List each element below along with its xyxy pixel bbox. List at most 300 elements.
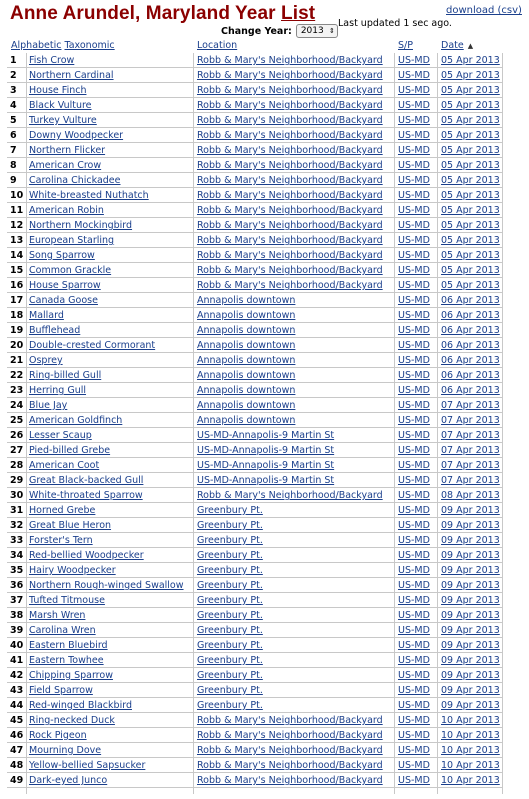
date-link[interactable]: 09 Apr 2013 — [441, 580, 500, 591]
table-row — [7, 638, 502, 653]
species-link[interactable]: Song Sparrow — [29, 250, 95, 261]
date-link[interactable]: 07 Apr 2013 — [441, 460, 500, 471]
species-link[interactable]: Chipping Sparrow — [29, 670, 113, 681]
location-link[interactable]: Robb & Mary's Neighborhood/Backyard — [197, 115, 383, 126]
date-link[interactable]: 10 Apr 2013 — [441, 730, 500, 741]
species-link[interactable]: Northern Mockingbird — [29, 220, 133, 231]
date-link[interactable]: 05 Apr 2013 — [441, 100, 500, 111]
location-link[interactable]: US-MD-Annapolis-9 Martin St — [197, 475, 335, 486]
table-row — [7, 203, 502, 218]
state-province-link[interactable]: US-MD — [398, 370, 430, 381]
column-divider — [502, 53, 503, 794]
location-link[interactable]: Greenbury Pt. — [197, 520, 263, 531]
table-row — [7, 488, 502, 503]
location-link[interactable]: Robb & Mary's Neighborhood/Backyard — [197, 70, 383, 81]
row-number: 17 — [10, 295, 24, 306]
date-link[interactable]: 09 Apr 2013 — [441, 565, 500, 576]
species-link[interactable]: American Robin — [29, 205, 104, 216]
species-link[interactable]: Red-bellied Woodpecker — [29, 550, 144, 561]
state-province-link[interactable]: US-MD — [398, 55, 430, 66]
row-number: 38 — [10, 610, 24, 621]
date-link[interactable]: 09 Apr 2013 — [441, 505, 500, 516]
row-number: 47 — [10, 745, 24, 756]
date-link[interactable]: 05 Apr 2013 — [441, 190, 500, 201]
year-select[interactable] — [296, 24, 338, 38]
location-link[interactable]: Robb & Mary's Neighborhood/Backyard — [197, 235, 383, 246]
species-link[interactable]: Black Vulture — [29, 100, 92, 111]
table-row — [7, 368, 502, 383]
species-link[interactable]: Blue Jay — [29, 400, 68, 411]
state-province-link[interactable]: US-MD — [398, 85, 430, 96]
date-link[interactable]: 09 Apr 2013 — [441, 610, 500, 621]
date-link[interactable]: 06 Apr 2013 — [441, 355, 500, 366]
row-number: 16 — [10, 280, 24, 291]
sort-alphabetic-link[interactable]: Alphabetic — [11, 40, 62, 51]
location-link[interactable]: Robb & Mary's Neighborhood/Backyard — [197, 250, 383, 261]
location-link[interactable]: Robb & Mary's Neighborhood/Backyard — [197, 280, 383, 291]
state-province-link[interactable]: US-MD — [398, 235, 430, 246]
state-province-link[interactable]: US-MD — [398, 130, 430, 141]
change-year-control — [221, 24, 338, 38]
location-link[interactable]: Greenbury Pt. — [197, 655, 263, 666]
table-row — [7, 158, 502, 173]
table-row — [7, 563, 502, 578]
table-row — [7, 548, 502, 563]
state-province-link[interactable]: US-MD — [398, 715, 430, 726]
row-number: 2 — [10, 70, 17, 81]
row-number: 46 — [10, 730, 24, 741]
state-province-link[interactable]: US-MD — [398, 670, 430, 681]
row-number: 25 — [10, 415, 24, 426]
row-number: 27 — [10, 445, 24, 456]
state-province-link[interactable]: US-MD — [398, 325, 430, 336]
state-province-link[interactable]: US-MD — [398, 430, 430, 441]
table-row — [7, 233, 502, 248]
table-row — [7, 83, 502, 98]
date-link[interactable]: 05 Apr 2013 — [441, 205, 500, 216]
state-province-link[interactable]: US-MD — [398, 250, 430, 261]
species-link[interactable]: Carolina Chickadee — [29, 175, 121, 186]
species-link[interactable]: Yellow-bellied Sapsucker — [29, 760, 146, 771]
state-province-link[interactable]: US-MD — [398, 70, 430, 81]
row-number: 49 — [10, 775, 24, 786]
date-link[interactable]: 05 Apr 2013 — [441, 160, 500, 171]
row-number: 18 — [10, 310, 24, 321]
location-link[interactable]: Greenbury Pt. — [197, 625, 263, 636]
state-province-link[interactable]: US-MD — [398, 760, 430, 771]
table-row — [7, 188, 502, 203]
state-province-link[interactable]: US-MD — [398, 490, 430, 501]
state-province-link[interactable]: US-MD — [398, 100, 430, 111]
table-row — [7, 473, 502, 488]
date-link[interactable]: 05 Apr 2013 — [441, 265, 500, 276]
date-link[interactable]: 05 Apr 2013 — [441, 130, 500, 141]
row-number: 43 — [10, 685, 24, 696]
state-province-link[interactable]: US-MD — [398, 280, 430, 291]
species-link[interactable]: Bufflehead — [29, 325, 81, 336]
row-number: 13 — [10, 235, 24, 246]
date-link[interactable]: 09 Apr 2013 — [441, 535, 500, 546]
location-link[interactable]: Greenbury Pt. — [197, 610, 263, 621]
state-province-link[interactable]: US-MD — [398, 265, 430, 276]
chevron-updown-icon: ⇕ — [328, 27, 335, 35]
state-province-link[interactable]: US-MD — [398, 505, 430, 516]
location-link[interactable]: Greenbury Pt. — [197, 535, 263, 546]
species-link[interactable]: Double-crested Cormorant — [29, 340, 156, 351]
date-link[interactable]: 09 Apr 2013 — [441, 520, 500, 531]
date-link[interactable]: 09 Apr 2013 — [441, 700, 500, 711]
table-row — [7, 773, 502, 788]
table-row — [7, 623, 502, 638]
row-number: 11 — [10, 205, 24, 216]
location-link[interactable]: Greenbury Pt. — [197, 595, 263, 606]
row-number: 1 — [10, 55, 17, 66]
state-province-link[interactable]: US-MD — [398, 595, 430, 606]
state-province-link[interactable]: US-MD — [398, 610, 430, 621]
species-link[interactable]: Pied-billed Grebe — [29, 445, 111, 456]
state-province-link[interactable]: US-MD — [398, 385, 430, 396]
row-number: 32 — [10, 520, 24, 531]
date-link[interactable]: 09 Apr 2013 — [441, 685, 500, 696]
table-row — [7, 68, 502, 83]
location-link[interactable]: US-MD-Annapolis-9 Martin St — [197, 460, 335, 471]
date-link[interactable]: 05 Apr 2013 — [441, 70, 500, 81]
table-row — [7, 353, 502, 368]
date-link[interactable]: 05 Apr 2013 — [441, 220, 500, 231]
date-link[interactable]: 09 Apr 2013 — [441, 625, 500, 636]
row-number: 21 — [10, 355, 24, 366]
species-link[interactable]: Northern Rough-winged Swallow — [29, 580, 184, 591]
location-link[interactable]: Robb & Mary's Neighborhood/Backyard — [197, 175, 383, 186]
date-link[interactable]: 05 Apr 2013 — [441, 115, 500, 126]
species-link[interactable]: American Goldfinch — [29, 415, 123, 426]
species-link[interactable]: White-throated Sparrow — [29, 490, 143, 501]
species-link[interactable]: House Sparrow — [29, 280, 101, 291]
date-link[interactable]: 05 Apr 2013 — [441, 55, 500, 66]
row-number: 48 — [10, 760, 24, 771]
column-header-date-wrap — [441, 40, 473, 51]
date-link[interactable]: 07 Apr 2013 — [441, 415, 500, 426]
table-row — [7, 263, 502, 278]
location-link[interactable]: Annapolis downtown — [197, 400, 296, 411]
date-link[interactable]: 07 Apr 2013 — [441, 445, 500, 456]
species-link[interactable]: Great Blue Heron — [29, 520, 112, 531]
state-province-link[interactable]: US-MD — [398, 400, 430, 411]
species-link[interactable]: House Finch — [29, 85, 87, 96]
location-link[interactable]: Annapolis downtown — [197, 325, 296, 336]
species-link[interactable]: Herring Gull — [29, 385, 87, 396]
date-link[interactable]: 07 Apr 2013 — [441, 430, 500, 441]
date-link[interactable]: 05 Apr 2013 — [441, 250, 500, 261]
location-link[interactable]: Robb & Mary's Neighborhood/Backyard — [197, 490, 383, 501]
date-link[interactable]: 05 Apr 2013 — [441, 85, 500, 96]
date-link[interactable]: 06 Apr 2013 — [441, 340, 500, 351]
row-number: 23 — [10, 385, 24, 396]
table-row — [7, 653, 502, 668]
table-row — [7, 728, 502, 743]
state-province-link[interactable]: US-MD — [398, 295, 430, 306]
sort-taxonomic-link[interactable]: Taxonomic — [64, 40, 115, 51]
species-link[interactable]: Fish Crow — [29, 55, 75, 66]
state-province-link[interactable]: US-MD — [398, 190, 430, 201]
species-link[interactable]: Eastern Towhee — [29, 655, 104, 666]
species-link[interactable]: Osprey — [29, 355, 63, 366]
species-link[interactable]: Dark-eyed Junco — [29, 775, 108, 786]
change-year-label: Change Year: — [221, 25, 292, 37]
state-province-link[interactable]: US-MD — [398, 685, 430, 696]
row-number: 30 — [10, 490, 24, 501]
date-link[interactable]: 06 Apr 2013 — [441, 310, 500, 321]
species-link[interactable]: Hairy Woodpecker — [29, 565, 116, 576]
date-link[interactable]: 05 Apr 2013 — [441, 280, 500, 291]
row-number: 8 — [10, 160, 17, 171]
state-province-link[interactable]: US-MD — [398, 460, 430, 471]
table-row — [7, 458, 502, 473]
species-link[interactable]: Canada Goose — [29, 295, 98, 306]
date-link[interactable]: 10 Apr 2013 — [441, 715, 500, 726]
location-link[interactable]: Robb & Mary's Neighborhood/Backyard — [197, 190, 383, 201]
location-link[interactable]: Robb & Mary's Neighborhood/Backyard — [197, 145, 383, 156]
state-province-link[interactable]: US-MD — [398, 445, 430, 456]
state-province-link[interactable]: US-MD — [398, 310, 430, 321]
row-number: 4 — [10, 100, 17, 111]
table-row — [7, 248, 502, 263]
table-row — [7, 398, 502, 413]
location-link[interactable]: US-MD-Annapolis-9 Martin St — [197, 445, 335, 456]
row-number: 15 — [10, 265, 24, 276]
species-link[interactable]: European Starling — [29, 235, 115, 246]
location-link[interactable]: Robb & Mary's Neighborhood/Backyard — [197, 55, 383, 66]
table-row — [7, 143, 502, 158]
location-link[interactable]: Robb & Mary's Neighborhood/Backyard — [197, 205, 383, 216]
date-link[interactable]: 05 Apr 2013 — [441, 145, 500, 156]
row-number: 37 — [10, 595, 24, 606]
species-link[interactable]: American Coot — [29, 460, 100, 471]
location-link[interactable]: Annapolis downtown — [197, 340, 296, 351]
location-link[interactable]: Annapolis downtown — [197, 385, 296, 396]
species-link[interactable]: Northern Flicker — [29, 145, 106, 156]
state-province-link[interactable]: US-MD — [398, 550, 430, 561]
state-province-link[interactable]: US-MD — [398, 475, 430, 486]
table-row — [7, 338, 502, 353]
location-link[interactable]: Greenbury Pt. — [197, 700, 263, 711]
table-row — [7, 758, 502, 773]
row-number: 41 — [10, 655, 24, 666]
table-row — [7, 608, 502, 623]
state-province-link[interactable]: US-MD — [398, 565, 430, 576]
location-link[interactable]: Annapolis downtown — [197, 355, 296, 366]
species-link[interactable]: Great Black-backed Gull — [29, 475, 144, 486]
title-text: Anne Arundel, Maryland Year — [10, 3, 281, 24]
state-province-link[interactable]: US-MD — [398, 340, 430, 351]
species-link[interactable]: Carolina Wren — [29, 625, 96, 636]
date-link[interactable]: 06 Apr 2013 — [441, 370, 500, 381]
location-link[interactable]: Robb & Mary's Neighborhood/Backyard — [197, 100, 383, 111]
column-header-date[interactable]: Date — [441, 40, 464, 51]
location-link[interactable]: Annapolis downtown — [197, 370, 296, 381]
state-province-link[interactable]: US-MD — [398, 640, 430, 651]
table-row — [7, 323, 502, 338]
table-row — [7, 533, 502, 548]
title-list-link[interactable]: List — [281, 3, 316, 24]
species-link[interactable]: Tufted Titmouse — [29, 595, 105, 606]
row-number: 22 — [10, 370, 24, 381]
species-link[interactable]: Field Sparrow — [29, 685, 93, 696]
date-link[interactable]: 09 Apr 2013 — [441, 595, 500, 606]
row-number: 35 — [10, 565, 24, 576]
date-link[interactable]: 06 Apr 2013 — [441, 325, 500, 336]
download-csv-link[interactable]: download (csv) — [446, 5, 522, 16]
species-link[interactable]: Horned Grebe — [29, 505, 96, 516]
species-link[interactable]: Lesser Scaup — [29, 430, 92, 441]
table-row — [7, 443, 502, 458]
location-link[interactable]: Robb & Mary's Neighborhood/Backyard — [197, 85, 383, 96]
species-link[interactable]: Mallard — [29, 310, 64, 321]
row-number: 20 — [10, 340, 24, 351]
table-row — [7, 668, 502, 683]
row-number: 14 — [10, 250, 24, 261]
species-link[interactable]: American Crow — [29, 160, 102, 171]
location-link[interactable]: Robb & Mary's Neighborhood/Backyard — [197, 130, 383, 141]
row-number: 6 — [10, 130, 17, 141]
location-link[interactable]: Annapolis downtown — [197, 415, 296, 426]
species-link[interactable]: Mourning Dove — [29, 745, 102, 756]
table-row — [7, 743, 502, 758]
row-number: 36 — [10, 580, 24, 591]
date-link[interactable]: 09 Apr 2013 — [441, 550, 500, 561]
location-link[interactable]: US-MD-Annapolis-9 Martin St — [197, 430, 335, 441]
date-link[interactable]: 06 Apr 2013 — [441, 385, 500, 396]
table-row — [7, 683, 502, 698]
row-number: 44 — [10, 700, 24, 711]
state-province-link[interactable]: US-MD — [398, 730, 430, 741]
state-province-link[interactable]: US-MD — [398, 655, 430, 666]
row-number: 29 — [10, 475, 24, 486]
row-number: 40 — [10, 640, 24, 651]
table-row — [7, 698, 502, 713]
row-number: 42 — [10, 670, 24, 681]
column-header-location[interactable]: Location — [197, 40, 238, 51]
state-province-link[interactable]: US-MD — [398, 520, 430, 531]
state-province-link[interactable]: US-MD — [398, 115, 430, 126]
date-link[interactable]: 06 Apr 2013 — [441, 295, 500, 306]
location-link[interactable]: Robb & Mary's Neighborhood/Backyard — [197, 715, 383, 726]
state-province-link[interactable]: US-MD — [398, 175, 430, 186]
location-link[interactable]: Greenbury Pt. — [197, 565, 263, 576]
location-link[interactable]: Greenbury Pt. — [197, 580, 263, 591]
location-link[interactable]: Greenbury Pt. — [197, 505, 263, 516]
table-row — [7, 113, 502, 128]
column-header-sp[interactable]: S/P — [398, 40, 413, 51]
location-link[interactable]: Greenbury Pt. — [197, 640, 263, 651]
location-link[interactable]: Robb & Mary's Neighborhood/Backyard — [197, 760, 383, 771]
location-link[interactable]: Greenbury Pt. — [197, 685, 263, 696]
state-province-link[interactable]: US-MD — [398, 415, 430, 426]
state-province-link[interactable]: US-MD — [398, 355, 430, 366]
species-link[interactable]: Ring-necked Duck — [29, 715, 115, 726]
last-updated-text: Last updated 1 sec ago. — [338, 18, 452, 29]
date-link[interactable]: 09 Apr 2013 — [441, 655, 500, 666]
location-link[interactable]: Greenbury Pt. — [197, 670, 263, 681]
date-link[interactable]: 09 Apr 2013 — [441, 670, 500, 681]
date-link[interactable]: 05 Apr 2013 — [441, 175, 500, 186]
state-province-link[interactable]: US-MD — [398, 160, 430, 171]
row-number: 26 — [10, 430, 24, 441]
species-link[interactable]: White-breasted Nuthatch — [29, 190, 149, 201]
row-number: 5 — [10, 115, 17, 126]
date-link[interactable]: 05 Apr 2013 — [441, 235, 500, 246]
table-row — [7, 578, 502, 593]
location-link[interactable]: Annapolis downtown — [197, 310, 296, 321]
table-row — [7, 218, 502, 233]
row-number: 7 — [10, 145, 17, 156]
table-row — [7, 413, 502, 428]
species-link[interactable]: Red-winged Blackbird — [29, 700, 132, 711]
species-link[interactable]: Northern Cardinal — [29, 70, 114, 81]
location-link[interactable]: Robb & Mary's Neighborhood/Backyard — [197, 220, 383, 231]
state-province-link[interactable]: US-MD — [398, 775, 430, 786]
state-province-link[interactable]: US-MD — [398, 625, 430, 636]
row-number: 9 — [10, 175, 17, 186]
state-province-link[interactable]: US-MD — [398, 220, 430, 231]
table-row — [7, 128, 502, 143]
location-link[interactable]: Robb & Mary's Neighborhood/Backyard — [197, 745, 383, 756]
table-row — [7, 428, 502, 443]
location-link[interactable]: Robb & Mary's Neighborhood/Backyard — [197, 265, 383, 276]
date-link[interactable]: 10 Apr 2013 — [441, 775, 500, 786]
table-row — [7, 383, 502, 398]
date-link[interactable]: 08 Apr 2013 — [441, 490, 500, 501]
date-link[interactable]: 07 Apr 2013 — [441, 400, 500, 411]
species-link[interactable]: Rock Pigeon — [29, 730, 87, 741]
state-province-link[interactable]: US-MD — [398, 580, 430, 591]
state-province-link[interactable]: US-MD — [398, 700, 430, 711]
table-row — [7, 503, 502, 518]
location-link[interactable]: Annapolis downtown — [197, 295, 296, 306]
species-link[interactable]: Common Grackle — [29, 265, 112, 276]
row-number: 33 — [10, 535, 24, 546]
row-number: 19 — [10, 325, 24, 336]
sort-links — [11, 40, 118, 51]
row-number: 31 — [10, 505, 24, 516]
row-number: 34 — [10, 550, 24, 561]
state-province-link[interactable]: US-MD — [398, 145, 430, 156]
species-link[interactable]: Turkey Vulture — [29, 115, 97, 126]
species-link[interactable]: Forster's Tern — [29, 535, 93, 546]
species-link[interactable]: Eastern Bluebird — [29, 640, 108, 651]
location-link[interactable]: Robb & Mary's Neighborhood/Backyard — [197, 775, 383, 786]
state-province-link[interactable]: US-MD — [398, 205, 430, 216]
year-select-value: 2013 — [300, 26, 324, 36]
date-link[interactable]: 07 Apr 2013 — [441, 475, 500, 486]
location-link[interactable]: Greenbury Pt. — [197, 550, 263, 561]
state-province-link[interactable]: US-MD — [398, 535, 430, 546]
table-row — [7, 98, 502, 113]
location-link[interactable]: Robb & Mary's Neighborhood/Backyard — [197, 160, 383, 171]
table-row — [7, 308, 502, 323]
state-province-link[interactable]: US-MD — [398, 745, 430, 756]
date-link[interactable]: 09 Apr 2013 — [441, 640, 500, 651]
row-number: 10 — [10, 190, 24, 201]
species-link[interactable]: Downy Woodpecker — [29, 130, 124, 141]
row-number: 3 — [10, 85, 17, 96]
location-link[interactable]: Robb & Mary's Neighborhood/Backyard — [197, 730, 383, 741]
date-link[interactable]: 10 Apr 2013 — [441, 745, 500, 756]
date-link[interactable]: 10 Apr 2013 — [441, 760, 500, 771]
species-link[interactable]: Marsh Wren — [29, 610, 86, 621]
species-link[interactable]: Ring-billed Gull — [29, 370, 102, 381]
row-number: 39 — [10, 625, 24, 636]
